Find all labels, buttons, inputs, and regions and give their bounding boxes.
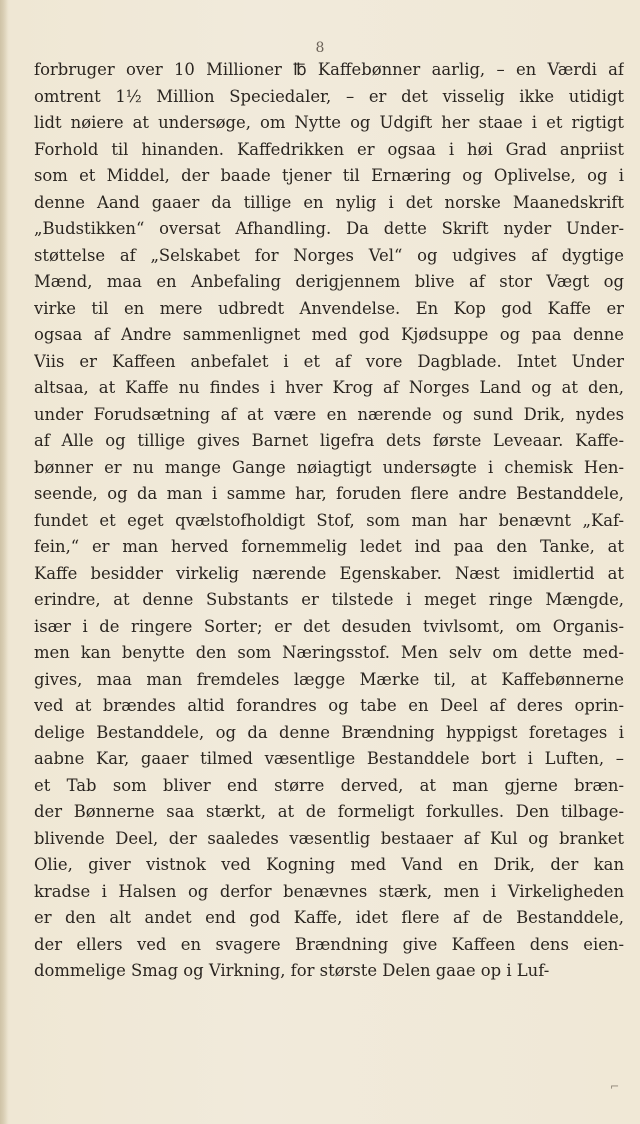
text-line: Kaffe besidder virkelig nærende Egenskaber. Næst imidlertid at	[34, 563, 624, 583]
text-line: gives, maa man fremdeles lægge Mærke til, at Kaffebønnerne	[34, 669, 624, 689]
text-line: altsaa, at Kaffe nu findes i hver Krog af Norges Land og at den,	[34, 378, 624, 397]
text-line: omtrent 1½ Million Speciedaler, – er det visselig ikke utidigt	[34, 86, 624, 106]
text-line: et Tab som bliver end større derved, at man gjerne bræn-	[34, 775, 624, 795]
text-line: støttelse af „Selskabet for Norges Vel“ og udgives af dygtige	[34, 245, 624, 265]
text-line: denne Aand gaaer da tillige en nylig i det norske Maanedskrift	[34, 192, 624, 212]
text-line: er den alt andet end god Kaffe, idet flere af de Bestanddele,	[34, 908, 624, 927]
text-line: under Forudsætning af at være en nærende og sund Drik, nydes	[34, 404, 624, 424]
text-line: erindre, at denne Substants er tilstede i meget ringe Mængde,	[34, 590, 624, 609]
text-line: Viis er Kaffeen anbefalet i et af vore Dagblade. Intet Under	[34, 351, 624, 371]
text-line: som et Middel, der baade tjener til Ernæring og Oplivelse, og i	[34, 166, 624, 185]
text-line: delige Bestanddele, og da denne Brændning hyppigst foretages i	[34, 722, 624, 742]
text-line: fein,“ er man herved fornemmelig ledet ind paa den Tanke, at	[34, 537, 624, 556]
text-line: der Bønnerne saa stærkt, at de formeligt forkulles. Den tilbage-	[34, 802, 624, 821]
text-line: der ellers ved en svagere Brændning give Kaffeen dens eien-	[34, 934, 624, 954]
text-line: kradse i Halsen og derfor benævnes stærk, men i Virkeligheden	[34, 881, 624, 901]
text-line: men kan benytte den som Næringsstof. Men selv om dette med-	[34, 643, 624, 662]
page-number: 8	[315, 40, 325, 56]
text-line: aabne Kar, gaaer tilmed væsentlige Bestanddele bort i Luften, –	[34, 749, 624, 768]
text-line: bønner er nu mange Gange nøiagtigt undersøgte i chemisk Hen-	[34, 457, 624, 477]
text-line: fundet et eget qvælstofholdigt Stof, som man har benævnt „Kaf-	[34, 510, 624, 530]
text-line: „Budstikken“ oversat Afhandling. Da dette Skrift nyder Under-	[34, 219, 624, 238]
text-line: ogsaa af Andre sammenlignet med god Kjødsuppe og paa denne	[34, 325, 624, 344]
text-line: dommelige Smag og Virkning, for største Delen gaae op i Luf-	[34, 961, 550, 980]
text-line: især i de ringere Sorter; er det desuden tvivlsomt, om Organis-	[34, 616, 624, 636]
text-line: forbruger over 10 Millioner ℔ Kaffebønner aarlig, – en Værdi af	[34, 60, 624, 79]
text-line: virke til en mere udbredt Anvendelse. En Kop god Kaffe er	[34, 298, 624, 318]
text-line: Forhold til hinanden. Kaffedrikken er ogsaa i høi Grad anpriist	[34, 139, 624, 159]
corner-mark-icon: ⌐	[610, 1080, 620, 1093]
text-line: seende, og da man i samme har, foruden flere andre Bestanddele,	[34, 484, 624, 503]
text-line: af Alle og tillige gives Barnet ligefra dets første Leveaar. Kaffe-	[34, 431, 624, 450]
body-text	[34, 57, 624, 985]
text-line: blivende Deel, der saaledes væsentlig bestaaer af Kul og branket	[34, 828, 624, 848]
text-line: Mænd, maa en Anbefaling derigjennem blive af stor Vægt og	[34, 272, 624, 291]
text-line: ved at brændes altid forandres og tabe en Deel af deres oprin-	[34, 696, 624, 715]
text-line: lidt nøiere at undersøge, om Nytte og Udgift her staae i et rigtigt	[34, 113, 624, 132]
page-gutter-shadow	[0, 0, 8, 1124]
text-line: Olie, giver vistnok ved Kogning med Vand en Drik, der kan	[34, 855, 624, 874]
